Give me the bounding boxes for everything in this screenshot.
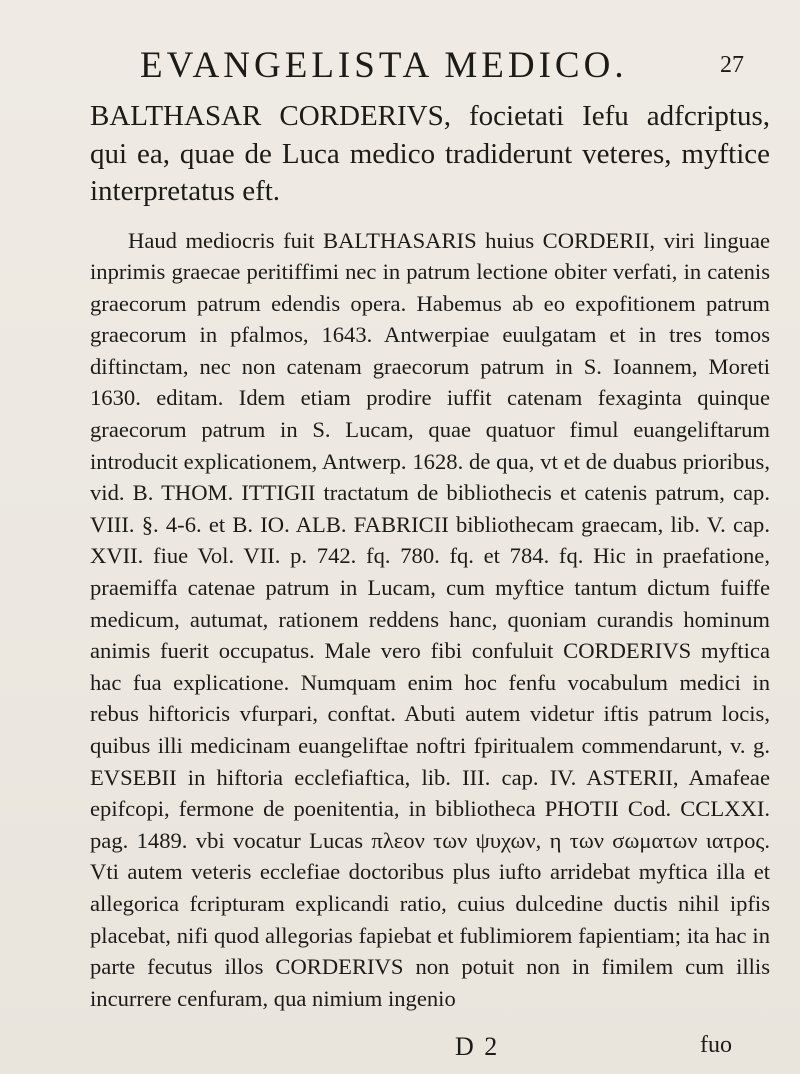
running-head xyxy=(0,44,800,104)
heading-paragraph: BALTHASAR CORDERIVS, focietati Iefu adfcriptus, qui ea, quae de Luca medico tradiderunt veteres, myftice interpretatus eft. xyxy=(90,100,770,207)
body-paragraph: Haud mediocris fuit BALTHASARIS huius CORDERII, viri linguae inprimis graecae peritiffimi nec in patrum lectione obiter verfati, in catenis graecorum patrum edendis opera. Habemus ab eo expofitionem patrum graecorum in pfalmos, 1643. Antwerpiae euulgatam et in tres tomos diftinctam, nec non catenam graecorum patrum in S. Ioannem, Moreti 1630. editam. Idem etiam prodire iuffit catenam fexaginta quinque graecorum patrum in S. Lucam, quae quatuor fimul euangeliftarum introducit explicationem, Antwerp. 1628. de qua, vt et de duabus prioribus, vid. B. THOM. ITTIGII tractatum de bibliothecis et catenis patrum, cap. VIII. §. 4-6. et B. IO. ALB. FABRICII bibliothecam graecam, lib. V. cap. XVII. fiue Vol. VII. p. 742. fq. 780. fq. et 784. fq. Hic in praefatione, praemiffa catenae patrum in Lucam, cum myftice tantum dictum fuiffe medicum, autumat, rationem reddens hanc, quoniam curandis hominum animis fuerit occupatus. Male vero fibi confuluit CORDERIVS myftica hac fua explicatione. Numquam enim hoc fenfu vocabulum medici in rebus hiftoricis vfurpari, conftat. Abuti autem videtur iftis patrum locis, quibus illi medicinam euangeliftae noftri fpiritualem commendarunt, v. g. EVSEBII in hiftoria ecclefiaftica, lib. III. cap. IV. ASTERII, Amafeae epifcopi, fermone de poenitentia, in bibliotheca PHOTII Cod. CCLXXI. pag. 1489. vbi vocatur Lucas πλεον των ψυχων, η των σωματων ιατρος. Vti autem veteris ecclefiae doctoribus plus iufto arridebat myftica illa et allegorica fcripturam explicandi ratio, cuius dulcedine ductis nihil ipfis placebat, nifi quod allegorias fapiebat et fublimiorem fapientiam; ita hac in parte fecutus illos CORDERIVS non potuit non in fimilem cum illis incurrere cenfuram, qua nimium ingenio xyxy=(90,227,770,1011)
running-title: EVANGELISTA MEDICO. xyxy=(140,45,628,86)
catchword: fuo xyxy=(700,1032,732,1058)
page-number: 27 xyxy=(720,52,744,78)
signature-mark: D 2 xyxy=(455,1032,500,1061)
text-block xyxy=(90,98,770,1014)
